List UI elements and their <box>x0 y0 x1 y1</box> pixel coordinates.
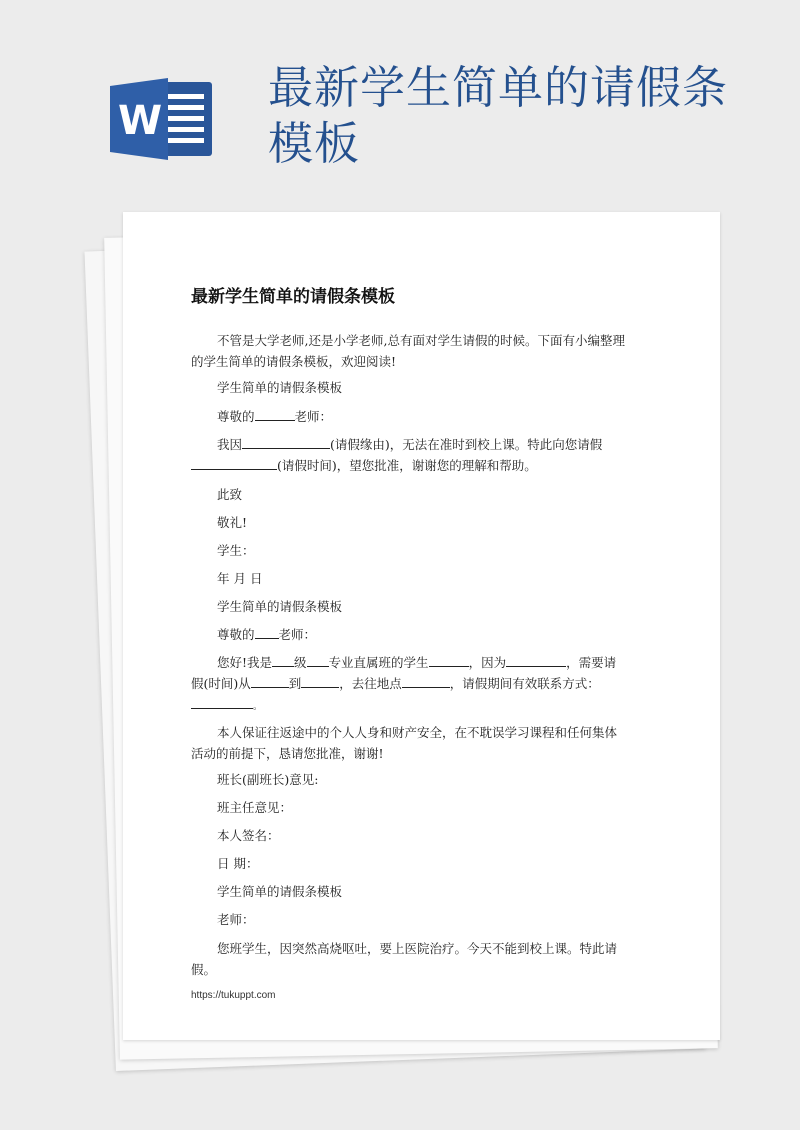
form-c: 专业直属班的学生 <box>328 655 429 670</box>
closing-jing-li: 敬礼! <box>217 515 248 530</box>
blank-cause <box>506 654 566 667</box>
student-label: 学生： <box>217 543 255 558</box>
banner-title-line-2: 模板 <box>268 117 361 170</box>
salutation-2-pre: 尊敬的 <box>217 627 255 642</box>
guarantee-line-2: 活动的前提下，恳请您批准，谢谢! <box>191 746 384 761</box>
intro-line-1: 不管是大学老师,还是小学老师,总有面对学生请假的时候。下面有小编整理 <box>217 333 625 348</box>
head-teacher-opinion: 班主任意见： <box>217 800 293 815</box>
intro-line-2: 的学生简单的请假条模板，欢迎阅读! <box>191 354 397 369</box>
blank-teacher-name-1 <box>255 408 295 421</box>
monitor-opinion: 班长(副班长)意见: <box>217 772 319 787</box>
signature-label: 本人签名： <box>217 828 280 843</box>
closing-ci-zhi: 此致 <box>217 487 243 502</box>
period-c: ，去往地点 <box>339 676 402 691</box>
document-title: 最新学生简单的请假条模板 <box>191 287 395 307</box>
blank-contact <box>191 696 253 709</box>
salutation-1 <box>191 406 639 427</box>
sick-line-1: 您班学生，因突然高烧呕吐，要上医院治疗。今天不能到校上课。特此请 <box>217 941 618 956</box>
salutation-2 <box>191 624 639 645</box>
guarantee-paragraph <box>191 722 639 764</box>
date-label-2: 日 期： <box>217 856 259 871</box>
blank-major <box>307 654 329 667</box>
sick-line-2: 假。 <box>191 962 217 977</box>
blank-place <box>402 675 450 688</box>
blank-reason <box>242 436 330 449</box>
blank-class <box>429 654 469 667</box>
svg-text:W: W <box>118 98 163 144</box>
form-e: ，需要请 <box>566 655 617 670</box>
contact-line <box>191 694 639 718</box>
salutation-1-post: 老师： <box>294 409 333 424</box>
section-heading-2: 学生简单的请假条模板 <box>217 599 343 614</box>
form-d: ，因为 <box>468 655 507 670</box>
blank-grade <box>272 654 294 667</box>
period-d: ，请假期间有效联系方式： <box>449 676 600 691</box>
contact-end: 。 <box>253 702 263 712</box>
sick-paragraph <box>191 938 639 980</box>
form-b: 级 <box>294 655 307 670</box>
salutation-1-pre: 尊敬的 <box>217 409 255 424</box>
period-line <box>191 673 639 694</box>
period-a: 假(时间)从 <box>191 676 251 691</box>
word-logo-icon <box>110 78 220 160</box>
reason-pre: 我因 <box>217 437 243 452</box>
intro-paragraph <box>191 330 639 372</box>
banner-title <box>268 60 768 172</box>
form-a: 您好!我是 <box>217 655 273 670</box>
salutation-2-post: 老师： <box>278 627 317 642</box>
blank-time <box>191 457 277 470</box>
period-b: 到 <box>288 676 302 691</box>
blank-teacher-name-2 <box>255 626 279 639</box>
blank-to <box>301 675 339 688</box>
blank-from <box>251 675 289 688</box>
reason-mid: (请假缘由)，无法在准时到校上课。特此向您请假 <box>330 437 603 452</box>
reason-line <box>191 434 639 455</box>
section-heading-1: 学生简单的请假条模板 <box>217 380 343 395</box>
teacher-salutation: 老师： <box>217 912 255 927</box>
intro-line-form <box>191 652 639 673</box>
date-label: 年 月 日 <box>217 571 263 586</box>
document-page <box>123 212 720 1040</box>
section-heading-3: 学生简单的请假条模板 <box>217 884 343 899</box>
time-line <box>191 455 639 476</box>
guarantee-line-1: 本人保证往返途中的个人人身和财产安全，在不耽误学习课程和任何集体 <box>217 725 618 740</box>
time-post: (请假时间)，望您批准，谢谢您的理解和帮助。 <box>277 458 537 473</box>
banner-title-line-1: 最新学生简单的请假条 <box>268 61 729 114</box>
footer-url: https://tukuppt.com <box>191 990 276 1001</box>
